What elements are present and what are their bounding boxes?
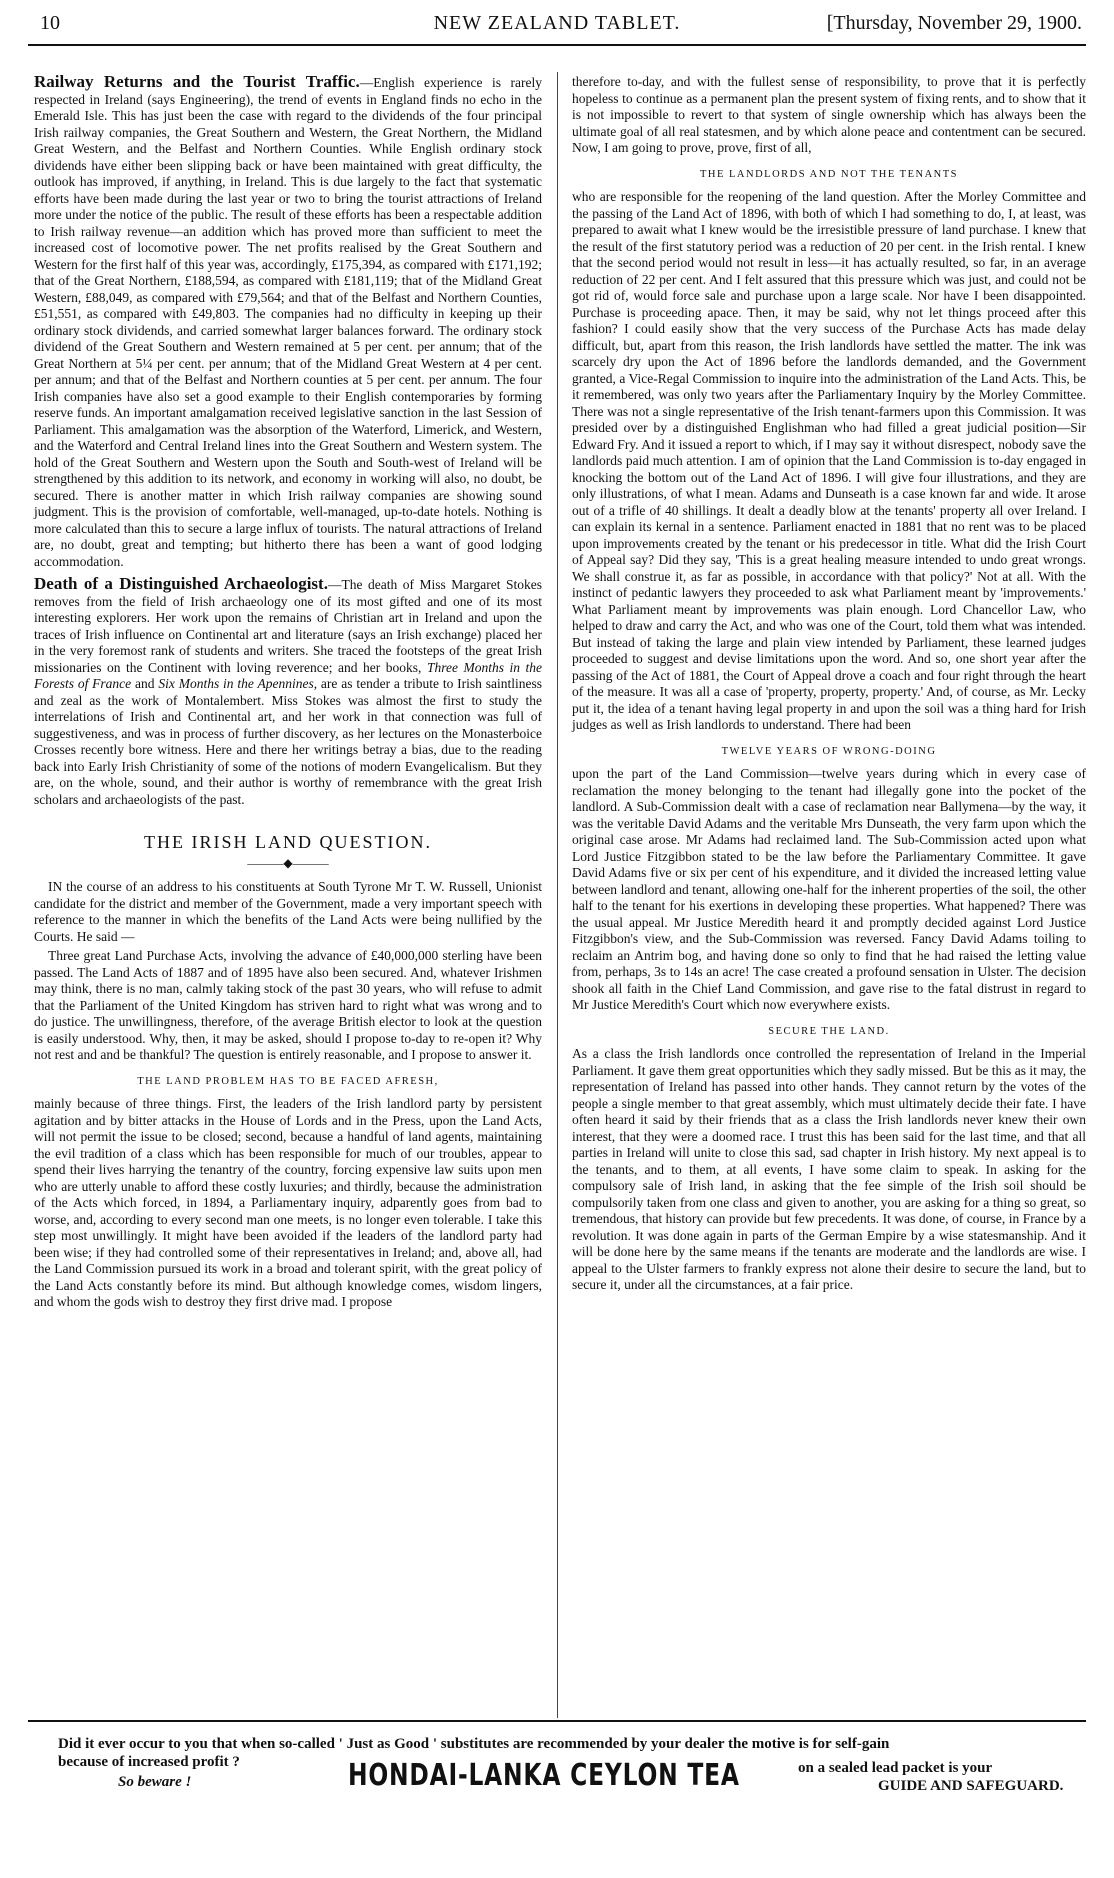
page-header [28,10,1086,46]
paragraph: mainly because of three things. First, the leaders of the Irish landlord party by persistent agitation and by bitter attacks in the House of Lords and in the Press, upon the Land Acts, will not permit the issue to be closed; second, because a handful of land agents, maintaining the evil tradition of a class which has been responsible for much of our troubles, appear to spend their lives harrying the tenantry of the country, forcing expensive law suits upon men who are utterly unable to afford these costly luxuries; and thirdly, because the administration of the Acts which forced, in 1894, a Parliamentary inquiry, adparently goes from bad to worse, and, according to every second man one meets, is no longer even tolerable. I take this step most unwillingly. It might have been avoided if the leaders of the landlord party had been wise; if they had controlled some of their representatives in Ireland; and, above all, had the Land Commission pursued its work in a broad and tolerant spirit, with the great policy of the Land Acts constantly before its mind. But although knowledge comes, wisdom lingers, and whom the gods wish to destroy they first drive mad. I propose [34,1096,542,1309]
section-title: THE IRISH LAND QUESTION. [144,832,432,852]
paragraph: As a class the Irish landlords once controlled the representation of Ireland in the Imperial Parliament. It gave them great opportunities which they sadly missed. But be this as it may, the representation of Ireland has passed into other hands. They cannot return by the votes of the people a single member to that great assembly, which must ultimately decide their fate. I have often heard it said by their friends that as a class the Irish landlords never knew their own interest, that they were a doomed race. I trust this has been said for the last time, and that all parties in Ireland will unite to close this sad, sad chapter in Irish history. My next appeal is to the tenants, and to them, at all events, I have some claim to speak. In asking for the compulsory sale of Irish land, in asking that the fee simple of the Irish soil should be compulsorily taken from one class and given to another, you are asking for a thing so great, so tremendous, that history can provide but few precedents. It was done, of course, in France by a revolution. It was done again in parts of the German Empire by a wise statesmanship. And it will be done here by the same means if the tenants are moderate and the landlords are wise. I appeal to the Ulster farmers to frankly express not alone their desire to secure the land, but to secure it, under all the circumstances, at a fair price. [572,1046,1086,1292]
article-body: , are as tender a tribute to Irish saintliness and zeal as the work of Montalembert. Miss Stokes was almost the first to study the interrelations of Irish and Continental art, and her work in that connection was full of suggestiveness, and was in process of further discovery, as her lectures on the Monasterboice Crosses recently bore witness. Here and there her writings betray a bias, due to the reading back into Early Irish Christianity of some of the notions of modern Evangelicalism. But they are, on the whole, sound, and their author is worthy of remembrance with the great Irish scholars and archaeologists of the past. [34,676,543,807]
issue-date: [Thursday, November 29, 1900. [826,12,1082,34]
ad-text: GUIDE AND SAFEGUARD. [878,1778,1064,1794]
column-divider [557,72,558,1718]
advertisement [28,1720,1086,1872]
article-title: Railway Returns and the Tourist Traffic. [34,72,360,91]
page-number: 10 [40,12,60,34]
subheading: SECURE THE LAND. [768,1025,890,1037]
article-death-archaeologist [34,576,542,808]
masthead: NEW ZEALAND TABLET. [433,12,681,34]
subheading: TWELVE YEARS OF WRONG-DOING [721,745,937,757]
subheading: THE LAND PROBLEM HAS TO BE FACED AFRESH, [137,1075,439,1087]
article-title: Death of a Distinguished Archaeologist. [34,574,328,593]
article-body: —The death of Miss Margaret Stokes removes from the field of Irish archaeology one of its most gifted and one of its most interesting explorers. Her work upon the remains of Christian art in Ireland and upon the traces of Irish influence on Continental art and literature (says an Irish exchange) placed her in the very foremost rank of students and writers. She traced the footsteps of the great Irish missionaries on the Continent with loving reverence; and her books, [34,577,542,675]
book-title: Three Months in the Forests of France [34,659,542,691]
ad-text: Did it ever occur to you that when so-called ' Just as Good ' substitutes are recommended by your dealer the motive is for self-gain [58,1736,890,1752]
conjunction: and [131,676,159,691]
paragraph: who are responsible for the reopening of the land question. After the Morley Committee and the passing of the Land Act of 1896, with both of which I had something to do, I, at least, was prepared to await what I knew would be the irresistible pressure of land purchase. I knew that the result of the first statutory period was a reduction of 20 per cent. in the Irish rental. I knew that the second period would not result in less—it has actually resulted, so far, in an average reduction of 22 per cent. And I felt assured that this pressure which was just, and could not be got rid of, would force sale and purchase upon a large scale. Nor have I been disappointed. Purchase is proceeding apace. Then, it may be said, why not let things proceed after this fashion? I could easily show that the very success of the Purchase Acts has made delay difficult, but, apart from this reason, the Irish landlords have settled the matter. The ink was scarcely dry upon the Act of 1896 before the landlords demanded, and the Government granted, a Vice-Regal Commission to inquire into the administration of the Land Acts. This, be it remembered, was only two years after the Parliamentary Inquiry by the Morley Committee. There was not a single representative of the Irish tenant-farmers upon this Commission. It was presided over by a distinguished Englishman who had filled a great judicial position—Sir Edward Fry. And it issued a report to which, if I may say it without disrespect, nobody save the landlords paid much attention. I am of opinion that the Land Commission is to-day engaged in knocking the bottom out of the Land Act of 1896. I will give four illustrations, and they are only illustrations, of what I mean. Adams and Dunseath is a case known far and wide. It arose out of a trifle of 40 shillings. It dealt a deadly blow at the tenants' property all over Ireland. I can explain its kernal in a sentence. Parliament enacted in 1881 that no rent was to be placed upon improvements created by the tenant or his predecessor in title. What did the Irish Court of Appeal say? Did they say, 'This is a great healing measure intended to undo great wrongs. We shall construe it, as far as possible, in accordance with that policy?' Not at all. With the instinct of pedantic lawyers they proceeded to ask what Parliament meant by 'improvements.' What Parliament meant by improvements was plain enough. Lord Chancellor Law, who helped to draw and carry the Act, and who was one of the Court, told them what was intended. But instead of taking the large and plain view intended by Parliament, these learned judges proceeded to suggest and devise limitations upon the word. And so, one short year after the passing of the Act of 1881, the Court of Appeal drove a coach and four right through the heart of the measure. It was all a case of 'property, property, property.' And, of course, as Mr. Lecky put it, the idea of a tenant having legal property in and upon the soil was a thing hard for Irish judges as well as Irish landlords to understand. There had been [572,189,1086,732]
paragraph: IN the course of an address to his constituents at South Tyrone Mr T. W. Russell, Unionist candidate for the district and member of the Government, made a very important speech with reference to the manner in which the benefits of the Land Acts were being nullified by the Courts. He said — [34,879,542,944]
subheading: THE LANDLORDS AND NOT THE TENANTS [699,168,959,180]
paragraph: upon the part of the Land Commission—twelve years during which in every case of reclamation the money belonging to the tenant had illegally gone into the pocket of the landlord. A Sub-Commission dealt with a case of reclamation near Ballymena—by the way, it was the veritable David Adams and the veritable Mrs Dunseath, the very farm upon which the original case arose. Mr Adams had reclaimed land. The Sub-Commission acted upon what Lord Justice Fitzgibbon stated to be the law before the Parliamentary Committee. It gave David Adams five or six per cent of his expenditure, and it divided the increased letting value between landlord and tenant, allowing one-half for the inherent properties of the soil, the other half to the tenant for his exertions in developing these properties. What happened? There was the usual appeal. Mr Justice Meredith heard it and promptly decided against Lord Justice Fitzgibbon's view, and the Sub-Commission was reversed. Fancy David Adams toiling to reclaim an Antrim bog, and having done so only to find that he had raised the letting value from, perhaps, 3s to 14s an acre! The case created a profound sensation in Ulster. The decision shook all faith in the Chief Land Commission, and gave rise to the fatal distrust in regard to Mr Justice Meredith's Court which now everywhere exists. [572,766,1086,1012]
article-railway-returns [34,74,542,570]
ad-brand: HONDAI-LANKA CEYLON TEA [348,1758,740,1793]
right-column [572,74,1086,1297]
paragraph: Three great Land Purchase Acts, involving the advance of £40,000,000 sterling have been passed. The Land Acts of 1887 and of 1895 have also been secured. And, whatever Irishmen may think, there is no man, calmly taking stock of the past 30 years, who will refuse to admit that the Parliament of the United Kingdom has striven hard to right what was wrong and to do justice. The unwillingness, therefore, of the average British elector to look at the question is easily understood. Why, then, it may be asked, should I propose to-day to re-open it? Why not rest and and be thankful? The question is entirely reasonable, and I propose to answer it. [34,948,542,1062]
ad-text: on a sealed lead packet is your [798,1760,993,1776]
article-body: —English experience is rarely respected in Ireland (says Engineering), the trend of events in England finds no echo in the Emerald Isle. This has just been the case with regard to the dividends of the four principal Irish railway companies, the Great Southern and Western, the Great Northern, the Midland Great Western, and the Belfast and Northern Counties. While English ordinary stock dividends have either been slipping back or have been maintained with great difficulty, the outlook has improved, if anything, in Ireland. This is due largely to the fact that systematic efforts have been made during the last year or two to bring the tourist attractions of Ireland more under the notice of the public. The result of these efforts has been a respectable addition to Irish railway revenue—an addition which has proved more than sufficient to meet the increased cost of locomotive power. The net profits realised by the Great Southern and Western for the first half of this year was, accordingly, £175,394, as compared with £171,192; that of the Great Northern, £188,594, as compared with £181,119; that of the Midland Great Western, £88,049, as compared with £79,564; and that of the Belfast and Northern Counties, £51,551, as compared with £49,803. The companies had no difficulty in keeping up their ordinary stock dividends, and carried somewhat larger balances forward. The ordinary stock dividend of the Great Southern and Western remained at 5 per cent. per annum; that of the Great Northern at 5¼ per cent. per annum; that of the Midland Great Western at 4 per cent. per annum; and that of the Belfast and Northern counties at 5 per cent. per annum. The four Irish companies have also set a good example to their English contemporaries by forming reserve funds. An important amalgamation received legislative sanction in the last Session of Parliament. This amalgamation was the absorption of the Waterford, Limerick, and Western, and the Waterford and Central Ireland lines into the Great Southern and Western system. The hold of the Great Southern and Western upon the South and South-west of Ireland will be strengthened by this addition to its network, and economy in working will also, no doubt, be secured. There is another matter in which Irish railway companies are showing sound judgment. This is the provision of comfortable, well-managed, up-to-date hotels. Nothing is more calculated than this to secure a large influx of tourists. The natural attractions of Ireland are, no doubt, great and tempting; but hitherto there has been a want of good lodging accommodation. [34,75,542,569]
ad-text: So beware ! [118,1774,192,1790]
ad-text: because of increased profit ? [58,1754,240,1770]
left-column [34,74,542,1314]
ornament-divider: ———◆——— [247,855,329,870]
paragraph: therefore to-day, and with the fullest sense of responsibility, to prove that it is perfectly hopeless to continue as a permanent plan the present system of fixing rents, and to show that it is not impossible to revert to that system of single ownership which has always been the ultimate goal of all real statesmen, and by which alone peace and contentment can be secured. Now, I am going to prove, prove, first of all, [572,74,1086,155]
book-title: Six Months in the Apennines [158,676,314,691]
